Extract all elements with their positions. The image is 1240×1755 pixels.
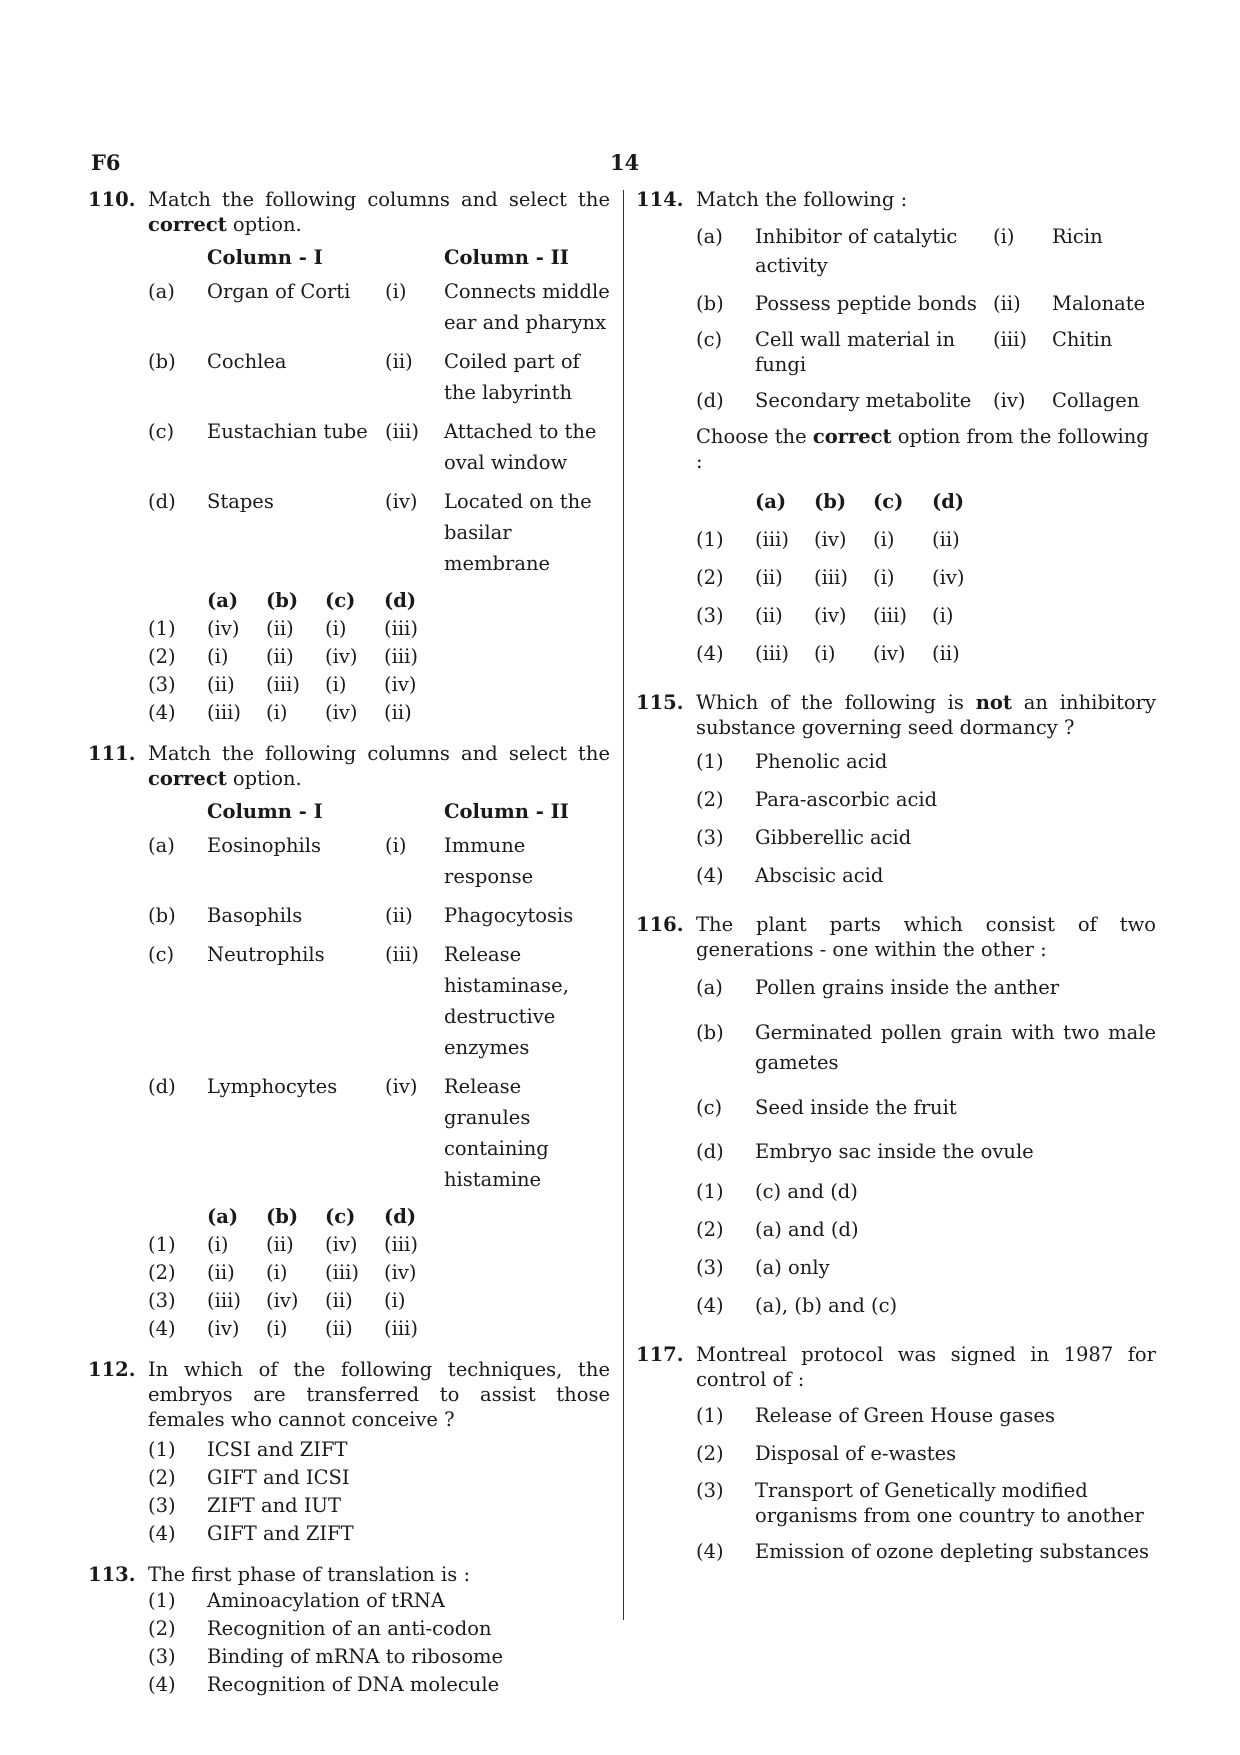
answer-cell: (ii) — [755, 604, 783, 627]
option-text: Release of Green House gases — [755, 1404, 1055, 1427]
answer-head-cell: (b) — [266, 1205, 299, 1228]
row-letter: (d) — [696, 389, 724, 412]
answer-option[interactable] — [148, 643, 610, 671]
row-letter: (a) — [148, 834, 175, 857]
answer-cell: (iv) — [207, 617, 240, 640]
option-number: (4) — [696, 1540, 724, 1563]
question-116 — [636, 912, 1156, 1320]
option-text: Abscisic acid — [755, 864, 884, 887]
answer-option[interactable] — [148, 1643, 610, 1671]
option-text: Para-ascorbic acid — [755, 788, 938, 811]
stem-text: Match the following columns and select the — [148, 742, 610, 765]
option-text: Gibberellic acid — [755, 826, 912, 849]
match-row — [148, 830, 610, 892]
question-110 — [88, 187, 610, 727]
row-numeral: (i) — [385, 280, 407, 303]
answer-header — [148, 1203, 610, 1231]
row-letter: (c) — [148, 420, 175, 443]
answer-cell: (iv) — [814, 604, 847, 627]
row-numeral: (iii) — [385, 420, 419, 443]
row-letter: (c) — [148, 943, 175, 966]
answer-option[interactable] — [148, 1492, 610, 1520]
option-number: (4) — [148, 701, 176, 724]
row-numeral: (i) — [385, 834, 407, 857]
answer-cell: (ii) — [384, 701, 412, 724]
answer-option[interactable] — [696, 1254, 1156, 1282]
option-text: Transport of Genetically modified organisms from one country to another — [755, 1479, 1144, 1527]
answer-cell: (i) — [873, 566, 895, 589]
column-ii-item: Located on the basilar membrane — [444, 490, 592, 575]
question-113 — [88, 1562, 610, 1699]
stem-text: option. — [226, 213, 302, 236]
option-number: (4) — [148, 1673, 176, 1696]
question-stem — [696, 690, 1156, 740]
question-stem: Match the following : — [696, 188, 908, 211]
answer-option[interactable] — [696, 526, 1156, 554]
column-ii-item: Immune response — [444, 834, 534, 888]
item-letter: (c) — [696, 1096, 723, 1119]
option-number: (3) — [148, 1494, 176, 1517]
question-stem: Montreal protocol was signed in 1987 for control of : — [696, 1343, 1156, 1391]
option-text: (a), (b) and (c) — [755, 1294, 898, 1317]
item-text: Pollen grains inside the anther — [755, 976, 1060, 999]
answer-cell: (ii) — [266, 1233, 294, 1256]
stem-keyword: correct — [148, 213, 227, 236]
match-row — [148, 900, 610, 931]
answer-cell: (iii) — [384, 617, 418, 640]
column-ii-item: Connects middle ear and pharynx — [444, 280, 610, 334]
statement-item — [696, 1018, 1156, 1078]
option-number: (2) — [148, 1617, 176, 1640]
column-ii-item: Coiled part of the labyrinth — [444, 350, 580, 404]
stem-keyword: not — [975, 691, 1012, 714]
answer-cell: (ii) — [325, 1317, 353, 1340]
option-number: (2) — [148, 645, 176, 668]
item-text: Germinated pollen grain with two male gametes — [755, 1021, 1156, 1074]
answer-head-cell: (c) — [325, 1205, 356, 1228]
column-ii-heading: Column - II — [444, 246, 569, 269]
question-111 — [88, 741, 610, 1343]
answer-cell: (i) — [325, 617, 347, 640]
item-letter: (d) — [696, 1140, 724, 1163]
row-letter: (b) — [148, 904, 176, 927]
answer-head-cell: (c) — [325, 589, 356, 612]
row-numeral: (ii) — [993, 292, 1021, 315]
row-letter: (c) — [696, 328, 723, 351]
column-i-item: Eosinophils — [207, 834, 322, 857]
answer-option[interactable] — [148, 699, 610, 727]
answer-cell: (iv) — [266, 1289, 299, 1312]
option-number: (2) — [696, 566, 724, 589]
row-letter: (b) — [696, 292, 724, 315]
answer-cell: (i) — [384, 1289, 406, 1312]
answer-cell: (ii) — [266, 617, 294, 640]
column-ii-item: Release histaminase, destructive enzymes — [444, 943, 569, 1059]
answer-cell: (iv) — [384, 1261, 417, 1284]
stem-keyword: correct — [148, 767, 227, 790]
answer-cell: (iii) — [755, 642, 789, 665]
question-stem: In which of the following techniques, the embryos are transferred to assist those females who cannot conceive ? — [148, 1358, 610, 1431]
answer-header — [696, 488, 1156, 516]
option-number: (1) — [148, 1233, 176, 1256]
match-row — [696, 289, 1156, 318]
option-text: ZIFT and IUT — [207, 1494, 341, 1517]
question-number: 112. — [88, 1358, 136, 1381]
statement-item — [696, 1138, 1156, 1166]
option-number: (2) — [696, 1442, 724, 1465]
option-number: (4) — [148, 1317, 176, 1340]
option-number: (1) — [148, 1438, 176, 1461]
question-stem: The first phase of translation is : — [148, 1563, 471, 1586]
answer-cell: (iii) — [384, 1233, 418, 1256]
choose-instruction — [696, 424, 1156, 474]
answer-head-cell: (a) — [207, 1205, 239, 1228]
match-row — [696, 327, 1156, 377]
answer-cell: (iv) — [932, 566, 965, 589]
statement-item — [696, 974, 1156, 1002]
match-row — [148, 939, 610, 1063]
answer-cell: (iii) — [384, 1317, 418, 1340]
answer-option[interactable] — [696, 1478, 1156, 1528]
row-numeral: (iv) — [993, 389, 1026, 412]
question-stem: The plant parts which consist of two generations - one within the other : — [696, 913, 1156, 961]
answer-option[interactable] — [696, 602, 1156, 630]
option-text: (c) and (d) — [755, 1180, 858, 1203]
question-number: 117. — [636, 1343, 684, 1366]
row-numeral: (i) — [993, 225, 1015, 248]
answer-option[interactable] — [148, 671, 610, 699]
column-i-item: Inhibitor of catalytic activity — [755, 225, 958, 277]
column-i-heading: Column - I — [207, 246, 323, 269]
option-number: (1) — [148, 1589, 176, 1612]
answer-head-cell: (a) — [755, 490, 787, 513]
row-numeral: (iii) — [385, 943, 419, 966]
answer-cell: (iv) — [814, 528, 847, 551]
answer-cell: (iii) — [873, 604, 907, 627]
column-ii-item: Phagocytosis — [444, 904, 574, 927]
option-number: (4) — [148, 1522, 176, 1545]
column-i-item: Stapes — [207, 490, 274, 513]
answer-option[interactable] — [696, 1292, 1156, 1320]
answer-cell: (iv) — [325, 645, 358, 668]
page-code: F6 — [91, 150, 121, 175]
option-text: Emission of ozone depleting substances — [755, 1540, 1150, 1563]
stem-text: option. — [226, 767, 302, 790]
option-text: Recognition of DNA molecule — [207, 1673, 500, 1696]
right-column — [636, 187, 1156, 1576]
column-i-item: Neutrophils — [207, 943, 325, 966]
option-number: (4) — [696, 864, 724, 887]
option-number: (3) — [696, 604, 724, 627]
row-numeral: (ii) — [385, 350, 413, 373]
row-letter: (a) — [148, 280, 175, 303]
item-text: Embryo sac inside the ovule — [755, 1140, 1034, 1163]
row-letter: (b) — [148, 350, 176, 373]
option-number: (3) — [148, 673, 176, 696]
instruction-text: option from the following : — [696, 425, 1149, 473]
match-row — [148, 346, 610, 408]
answer-cell: (iii) — [384, 645, 418, 668]
answer-cell: (iii) — [207, 1289, 241, 1312]
answer-head-cell: (d) — [384, 589, 417, 612]
answer-option[interactable] — [148, 1615, 610, 1643]
answer-cell: (ii) — [207, 1261, 235, 1284]
option-number: (2) — [696, 788, 724, 811]
answer-option[interactable] — [696, 862, 1156, 890]
column-i-item: Secondary metabolite — [755, 389, 972, 412]
match-header — [148, 245, 610, 270]
stem-text: an inhibitory substance governing seed dormancy ? — [696, 691, 1156, 739]
row-numeral: (ii) — [385, 904, 413, 927]
answer-option[interactable] — [696, 1402, 1156, 1430]
answer-option[interactable] — [696, 640, 1156, 668]
answer-cell: (iii) — [755, 528, 789, 551]
match-row — [148, 416, 610, 478]
question-number: 114. — [636, 188, 684, 211]
answer-cell: (iii) — [325, 1261, 359, 1284]
answer-cell: (ii) — [932, 528, 960, 551]
column-ii-item: Chitin — [1052, 328, 1113, 351]
answer-cell: (i) — [207, 1233, 229, 1256]
answer-head-cell: (c) — [873, 490, 904, 513]
option-number: (2) — [148, 1466, 176, 1489]
answer-cell: (ii) — [207, 673, 235, 696]
option-number: (1) — [696, 750, 724, 773]
option-number: (4) — [696, 1294, 724, 1317]
row-letter: (a) — [696, 225, 723, 248]
column-ii-item: Release granules containing histamine — [444, 1075, 549, 1191]
answer-option[interactable] — [148, 1587, 610, 1615]
answer-head-cell: (d) — [384, 1205, 417, 1228]
item-letter: (a) — [696, 976, 723, 999]
option-text: Recognition of an anti-codon — [207, 1617, 492, 1640]
question-number: 110. — [88, 188, 136, 211]
answer-cell: (i) — [325, 673, 347, 696]
option-number: (3) — [148, 1645, 176, 1668]
option-text: ICSI and ZIFT — [207, 1438, 348, 1461]
answer-option[interactable] — [696, 1440, 1156, 1468]
row-numeral: (iv) — [385, 490, 418, 513]
question-stem — [148, 187, 610, 237]
answer-option[interactable] — [148, 1464, 610, 1492]
page-number: 14 — [610, 150, 640, 175]
question-number: 113. — [88, 1563, 136, 1586]
option-number: (3) — [696, 826, 724, 849]
column-ii-heading: Column - II — [444, 800, 569, 823]
answer-option[interactable] — [148, 1436, 610, 1464]
column-i-item: Cell wall material in fungi — [755, 328, 956, 376]
row-letter: (d) — [148, 1075, 176, 1098]
column-i-item: Basophils — [207, 904, 303, 927]
answer-cell: (iii) — [814, 566, 848, 589]
answer-cell: (iv) — [384, 673, 417, 696]
answer-head-cell: (a) — [207, 589, 239, 612]
answer-option[interactable] — [696, 786, 1156, 814]
instruction-text: Choose the — [696, 425, 813, 448]
answer-option[interactable] — [148, 1671, 610, 1699]
answer-cell: (i) — [932, 604, 954, 627]
column-divider — [623, 190, 624, 1620]
stem-text: Match the following columns and select the — [148, 188, 610, 211]
column-i-item: Eustachian tube — [207, 420, 368, 443]
answer-option[interactable] — [696, 1178, 1156, 1206]
option-number: (1) — [148, 617, 176, 640]
option-text: Binding of mRNA to ribosome — [207, 1645, 504, 1668]
left-column — [88, 187, 610, 1699]
answer-option[interactable] — [696, 1216, 1156, 1244]
option-text: Aminoacylation of tRNA — [207, 1589, 445, 1612]
option-text: Disposal of e-wastes — [755, 1442, 957, 1465]
answer-header — [148, 587, 610, 615]
match-row — [148, 1071, 610, 1195]
answer-cell: (iii) — [266, 673, 300, 696]
answer-cell: (iii) — [207, 701, 241, 724]
item-text: Seed inside the fruit — [755, 1096, 957, 1119]
column-ii-item: Malonate — [1052, 292, 1146, 315]
question-number: 116. — [636, 913, 684, 936]
option-number: (1) — [696, 528, 724, 551]
row-numeral: (iv) — [385, 1075, 418, 1098]
answer-option[interactable] — [148, 1520, 610, 1548]
answer-cell: (i) — [266, 1317, 288, 1340]
column-ii-item: Collagen — [1052, 389, 1140, 412]
answer-cell: (iv) — [325, 1233, 358, 1256]
column-i-item: Organ of Corti — [207, 280, 351, 303]
question-number: 115. — [636, 691, 684, 714]
column-i-item: Cochlea — [207, 350, 287, 373]
question-112 — [88, 1357, 610, 1548]
option-text: Phenolic acid — [755, 750, 888, 773]
answer-option[interactable] — [148, 615, 610, 643]
answer-cell: (i) — [814, 642, 836, 665]
answer-cell: (i) — [266, 701, 288, 724]
option-number: (3) — [696, 1256, 724, 1279]
answer-option[interactable] — [148, 1287, 610, 1315]
statement-item — [696, 1094, 1156, 1122]
match-row — [696, 386, 1156, 415]
answer-option[interactable] — [696, 564, 1156, 592]
answer-head-cell: (d) — [932, 490, 965, 513]
column-ii-item: Attached to the oval window — [444, 420, 597, 474]
question-117 — [636, 1342, 1156, 1566]
option-number: (3) — [148, 1289, 176, 1312]
match-row — [696, 222, 1156, 280]
answer-head-cell: (b) — [266, 589, 299, 612]
match-row — [148, 486, 610, 579]
answer-option[interactable] — [148, 1315, 610, 1343]
match-header — [148, 799, 610, 824]
option-number: (2) — [696, 1218, 724, 1241]
option-number: (4) — [696, 642, 724, 665]
column-i-heading: Column - I — [207, 800, 323, 823]
answer-cell: (ii) — [325, 1289, 353, 1312]
column-i-item: Lymphocytes — [207, 1075, 338, 1098]
row-letter: (d) — [148, 490, 176, 513]
answer-option[interactable] — [148, 1231, 610, 1259]
question-number: 111. — [88, 742, 136, 765]
option-number: (2) — [148, 1261, 176, 1284]
stem-text: Which of the following is — [696, 691, 976, 714]
question-stem — [148, 741, 610, 791]
option-text: (a) only — [755, 1256, 830, 1279]
answer-cell: (i) — [873, 528, 895, 551]
option-text: GIFT and ICSI — [207, 1466, 350, 1489]
answer-option[interactable] — [696, 824, 1156, 852]
answer-option[interactable] — [696, 1538, 1156, 1566]
instruction-keyword: correct — [812, 425, 892, 448]
question-114 — [636, 187, 1156, 668]
column-i-item: Possess peptide bonds — [755, 292, 977, 315]
match-row — [148, 276, 610, 338]
question-115 — [636, 690, 1156, 890]
answer-cell: (ii) — [266, 645, 294, 668]
answer-cell: (i) — [207, 645, 229, 668]
option-number: (1) — [696, 1404, 724, 1427]
answer-cell: (iv) — [873, 642, 906, 665]
answer-option[interactable] — [148, 1259, 610, 1287]
row-numeral: (iii) — [993, 328, 1027, 351]
answer-cell: (i) — [266, 1261, 288, 1284]
column-ii-item: Ricin — [1052, 225, 1103, 248]
answer-cell: (ii) — [932, 642, 960, 665]
answer-cell: (ii) — [755, 566, 783, 589]
option-number: (3) — [696, 1479, 724, 1502]
answer-cell: (iv) — [207, 1317, 240, 1340]
option-text: GIFT and ZIFT — [207, 1522, 354, 1545]
item-letter: (b) — [696, 1021, 724, 1044]
option-number: (1) — [696, 1180, 724, 1203]
answer-head-cell: (b) — [814, 490, 847, 513]
answer-cell: (iv) — [325, 701, 358, 724]
option-text: (a) and (d) — [755, 1218, 859, 1241]
answer-option[interactable] — [696, 748, 1156, 776]
